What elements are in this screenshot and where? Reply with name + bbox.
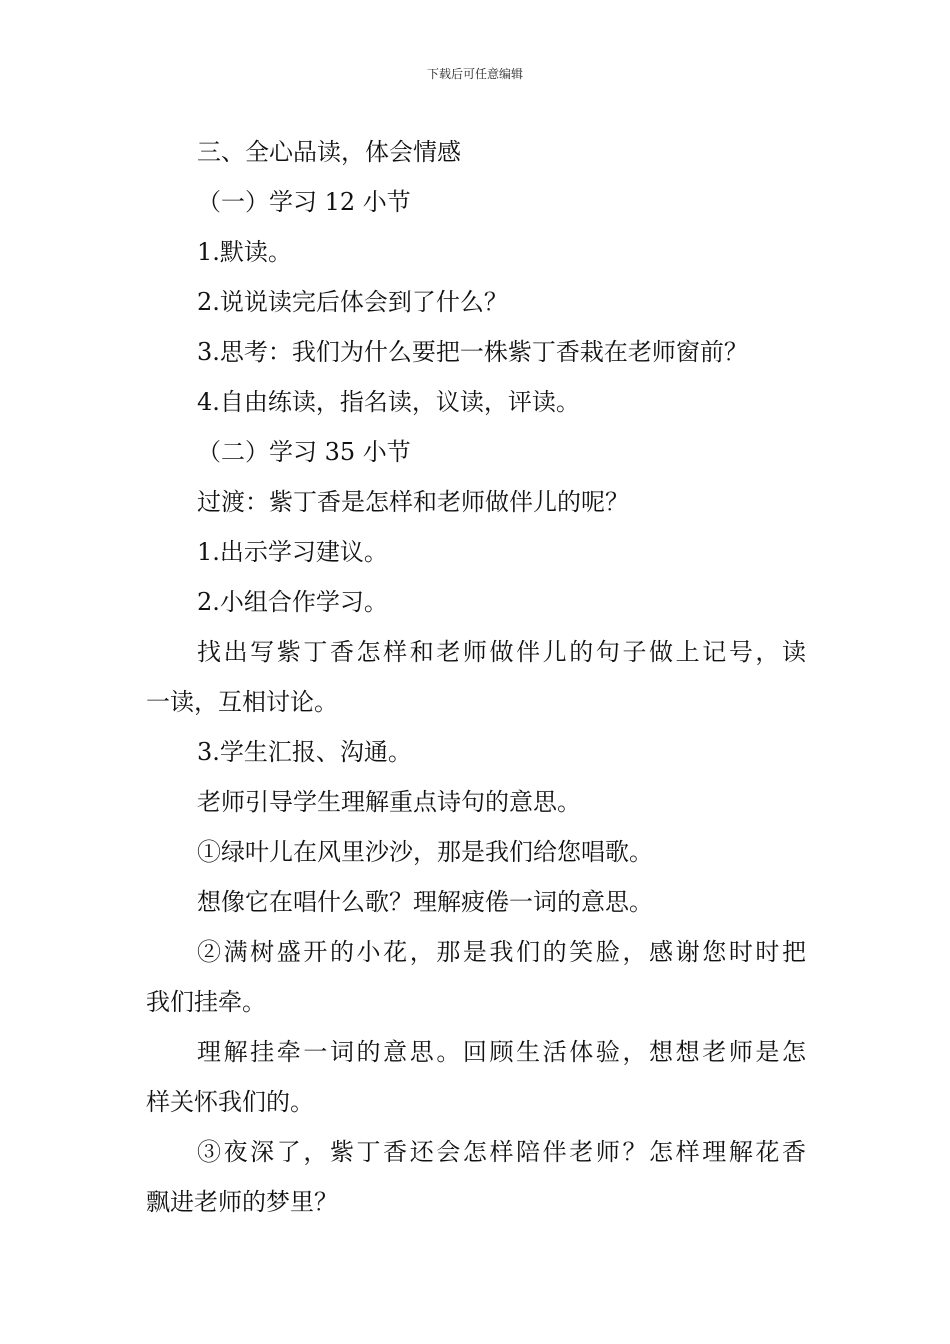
paragraph: 1.出示学习建议。	[197, 538, 388, 566]
paragraph-line: 飘进老师的梦里？	[146, 1188, 338, 1216]
paragraph: 老师引导学生理解重点诗句的意思。	[197, 788, 581, 816]
paragraph: 3.思考：我们为什么要把一株紫丁香栽在老师窗前？	[197, 338, 748, 366]
paragraph-line: ③夜深了，紫丁香还会怎样陪伴老师？怎样理解花香	[197, 1138, 806, 1166]
paragraph-line: ②满树盛开的小花，那是我们的笑脸，感谢您时时把	[197, 938, 806, 966]
paragraph: 2.小组合作学习。	[197, 588, 388, 616]
paragraph: 过渡：紫丁香是怎样和老师做伴儿的呢？	[197, 488, 629, 516]
paragraph: 3.学生汇报、沟通。	[197, 738, 412, 766]
paragraph-line: 样关怀我们的。	[146, 1088, 314, 1116]
subsection-heading: （二）学习 35 小节	[197, 438, 411, 466]
paragraph: 1.默读。	[197, 238, 292, 266]
section-heading: 三、全心品读，体会情感	[197, 138, 461, 166]
subsection-heading: （一）学习 12 小节	[197, 188, 411, 216]
paragraph-line: 理解挂牵一词的意思。回顾生活体验，想想老师是怎	[197, 1038, 806, 1066]
document-body	[146, 127, 806, 1227]
paragraph: 2.说说读完后体会到了什么？	[197, 288, 508, 316]
paragraph-line: 一读，互相讨论。	[146, 688, 338, 716]
page-header: 下载后可任意编辑	[426, 67, 523, 81]
paragraph-line: 找出写紫丁香怎样和老师做伴儿的句子做上记号，读	[197, 638, 806, 666]
paragraph: ①绿叶儿在风里沙沙，那是我们给您唱歌。	[197, 838, 653, 866]
paragraph: 4.自由练读，指名读，议读，评读。	[197, 388, 580, 416]
paragraph-line: 我们挂牵。	[146, 988, 266, 1016]
paragraph: 想像它在唱什么歌？理解疲倦一词的意思。	[197, 888, 653, 916]
